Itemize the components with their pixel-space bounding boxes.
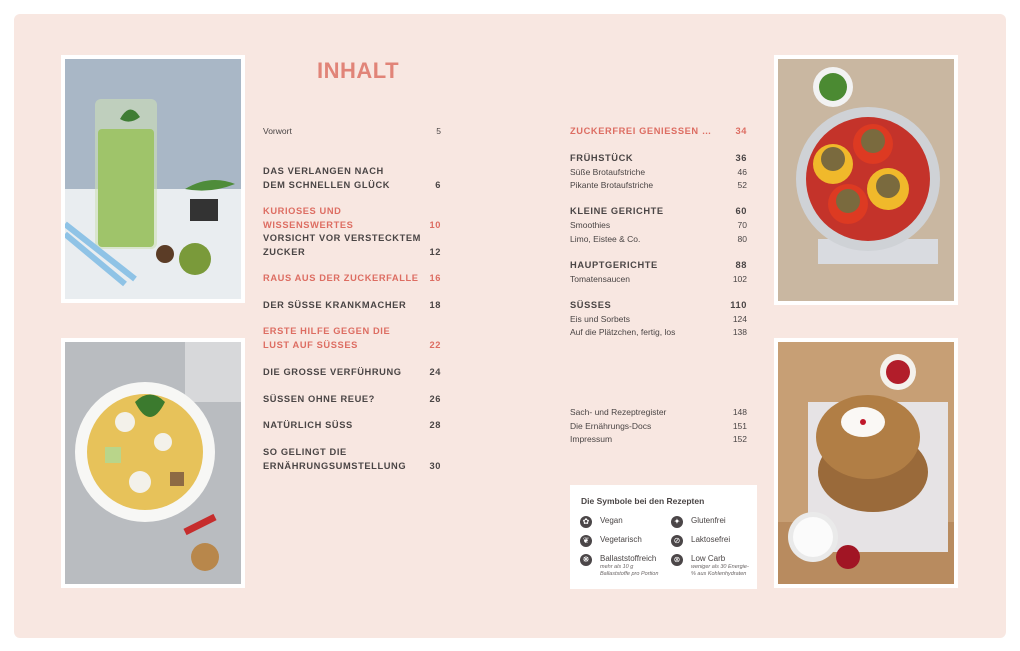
toc-entry: Sach- und Rezeptregister 148: [570, 407, 747, 417]
vegan-icon: ✿: [580, 516, 592, 528]
toc-entry: DIE GROSSE VERFÜHRUNG 24: [263, 367, 441, 377]
toc-entry: ZUCKERFREI GENIESSEN … 34: [570, 126, 747, 136]
symbols-title: Die Symbole bei den Rezepten: [581, 496, 705, 506]
toc-entry: HAUPTGERICHTE 88: [570, 260, 747, 270]
toc-entry: SÜSSES 110: [570, 300, 747, 310]
photo-smoothie: [61, 55, 245, 303]
symbol-fiber: ❋ Ballaststoffreich mehr als 10 g Ballaststoffe pro Portion: [580, 554, 662, 578]
page-title: INHALT: [317, 58, 400, 83]
toc-entry: Vorwort 5: [263, 126, 441, 136]
symbol-lowcarb: ⊗ Low Carb weniger als 30 Energie-% aus Kohlenhydraten: [671, 554, 751, 578]
toc-entry: Auf die Plätzchen, fertig, los 138: [570, 327, 747, 337]
toc-entry: NATÜRLICH SÜSS 28: [263, 420, 441, 430]
glutenfree-icon: ✦: [671, 516, 683, 528]
toc-entry: DER SÜSSE KRANKMACHER 18: [263, 300, 441, 310]
toc-entry: Süße Brotaufstriche 46: [570, 167, 747, 177]
symbol-vegan: ✿ Vegan: [580, 516, 623, 528]
toc-entry: KLEINE GERICHTE 60: [570, 206, 747, 216]
toc-entry: Impressum 152: [570, 434, 747, 444]
toc-entry: SÜSSEN OHNE REUE? 26: [263, 394, 441, 404]
photo-waffles: [774, 338, 958, 588]
symbol-vegetarian: ❦ Vegetarisch: [580, 535, 642, 547]
symbol-lactosefree: ⊘ Laktosefrei: [671, 535, 730, 547]
toc-entry: FRÜHSTÜCK 36: [570, 153, 747, 163]
symbols-legend: [570, 485, 757, 589]
toc-entry: VORSICHT VOR VERSTECKTEM ZUCKER 12: [263, 233, 441, 257]
fiber-icon: ❋: [580, 554, 592, 566]
toc-entry: ERSTE HILFE GEGEN DIE LUST AUF SÜSSES 22: [263, 326, 441, 350]
toc-entry: Tomatensaucen 102: [570, 274, 747, 284]
photo-soup: [61, 338, 245, 588]
toc-entry: Pikante Brotaufstriche 52: [570, 180, 747, 190]
toc-entry: KURIOSES UND WISSENSWERTES 10: [263, 206, 441, 230]
vegetarian-icon: ❦: [580, 535, 592, 547]
lowcarb-icon: ⊗: [671, 554, 683, 566]
lactosefree-icon: ⊘: [671, 535, 683, 547]
toc-entry: Eis und Sorbets 124: [570, 314, 747, 324]
toc-entry: Die Ernährungs-Docs 151: [570, 421, 747, 431]
photo-stuffed-peppers: [774, 55, 958, 305]
toc-entry: RAUS AUS DER ZUCKERFALLE 16: [263, 273, 441, 283]
toc-entry: DAS VERLANGEN NACH DEM SCHNELLEN GLÜCK 6: [263, 166, 441, 190]
toc-entry: Smoothies 70: [570, 220, 747, 230]
toc-entry: SO GELINGT DIE ERNÄHRUNGSUMSTELLUNG 30: [263, 447, 441, 471]
toc-entry: Limo, Eistee & Co. 80: [570, 234, 747, 244]
symbol-glutenfree: ✦ Glutenfrei: [671, 516, 726, 528]
